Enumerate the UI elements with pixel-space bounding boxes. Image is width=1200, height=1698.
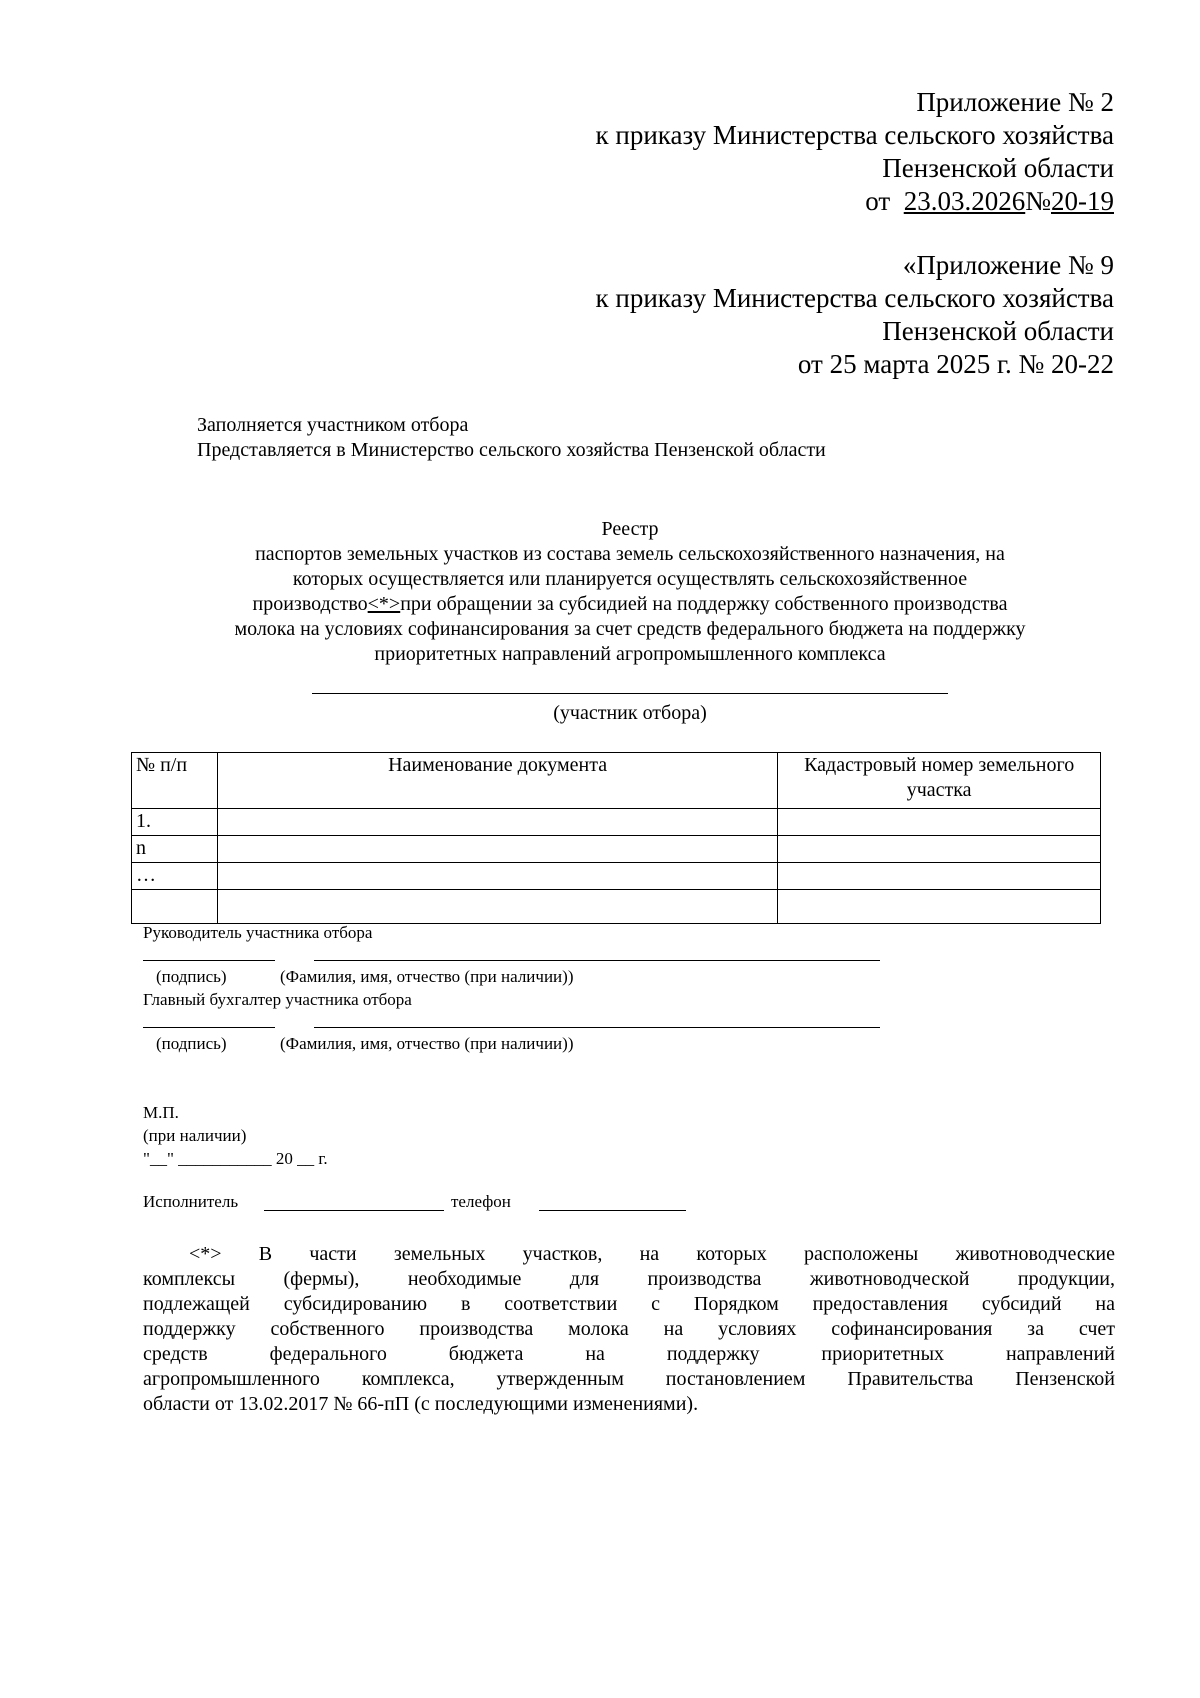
- registry-subtitle-3a: производство: [252, 593, 368, 615]
- header-number: № п/п: [132, 753, 218, 809]
- footnote-line: агропромышленного комплекса, утвержденным постановлением Правительства Пензенской: [143, 1368, 1115, 1390]
- registry-subtitle-3: [148, 592, 1112, 617]
- registry-heading: Реестр: [601, 518, 659, 540]
- footnote-line: подлежащей субсидированию в соответствии с Порядком предоставления субсидий на: [143, 1293, 1115, 1315]
- executor-input-line[interactable]: [264, 1210, 444, 1211]
- footnote-link[interactable]: <*>: [367, 593, 401, 615]
- row-document[interactable]: [217, 890, 777, 924]
- accountant-label: Главный бухгалтер участника отбора: [143, 990, 412, 1009]
- date-line[interactable]: "__" ___________ 20 __ г.: [143, 1149, 328, 1168]
- note-filled-by: Заполняется участником отбора: [197, 414, 469, 436]
- footnote-line: комплексы (фермы), необходимые для производства животноводческой продукции,: [143, 1268, 1115, 1290]
- annex-2-number: 20-19: [1051, 186, 1114, 216]
- participant-caption: (участник отбора): [553, 702, 707, 724]
- annex-2-date: 23.03.2026: [903, 186, 1026, 216]
- head-name-caption: (Фамилия, имя, отчество (при наличии)): [280, 967, 574, 986]
- annex-2-from: от: [865, 186, 891, 216]
- annex-9-date-line: от 25 марта 2025 г. № 20-22: [797, 349, 1114, 379]
- row-document[interactable]: [217, 809, 777, 836]
- row-document[interactable]: [217, 863, 777, 890]
- accountant-signature-line[interactable]: [143, 1027, 275, 1028]
- footnote: [143, 1242, 1115, 1417]
- registry-subtitle-2: которых осуществляется или планируется осуществлять сельскохозяйственное: [292, 568, 968, 590]
- row-number: …: [132, 863, 218, 890]
- row-document[interactable]: [217, 836, 777, 863]
- row-cadastral[interactable]: [778, 809, 1101, 836]
- annex-2-date-line: [865, 185, 1114, 218]
- annex-2-order-ref: к приказу Министерства сельского хозяйства: [595, 120, 1114, 150]
- table-row: [132, 836, 1101, 863]
- footnote-line: поддержку собственного производства молока на условиях софинансирования за счет: [143, 1318, 1115, 1340]
- annex-2-region: Пензенской области: [882, 153, 1114, 183]
- registry-table: [131, 752, 1101, 924]
- stamp-label: М.П.: [143, 1103, 179, 1122]
- table-row: [132, 863, 1101, 890]
- accountant-name-caption: (Фамилия, имя, отчество (при наличии)): [280, 1034, 574, 1053]
- annex-2-title: Приложение № 2: [916, 87, 1114, 117]
- row-cadastral[interactable]: [778, 890, 1101, 924]
- row-cadastral[interactable]: [778, 863, 1101, 890]
- head-label: Руководитель участника отбора: [143, 923, 373, 942]
- accountant-name-line[interactable]: [314, 1027, 880, 1028]
- row-number: [132, 890, 218, 924]
- stamp-note: (при наличии): [143, 1126, 247, 1145]
- row-cadastral[interactable]: [778, 836, 1101, 863]
- row-number: n: [132, 836, 218, 863]
- executor-label: Исполнитель: [143, 1192, 239, 1211]
- head-signature-line[interactable]: [143, 960, 275, 961]
- registry-subtitle-1: паспортов земельных участков из состава земель сельскохозяйственного назначения, на: [255, 543, 1005, 565]
- annex-9-title: «Приложение № 9: [902, 250, 1114, 280]
- participant-name-line[interactable]: [312, 693, 948, 694]
- footnote-line: средств федерального бюджета на поддержку приоритетных направлений: [143, 1343, 1115, 1365]
- table-row: [132, 809, 1101, 836]
- footnote-line: <*> В части земельных участков, на которых расположены животноводческие: [189, 1243, 1115, 1265]
- annex-9-region: Пензенской области: [882, 316, 1114, 346]
- annex-9-order-ref: к приказу Министерства сельского хозяйства: [595, 283, 1114, 313]
- head-name-line[interactable]: [314, 960, 880, 961]
- registry-subtitle-5: приоритетных направлений агропромышленного комплекса: [374, 643, 886, 665]
- table-row: [132, 890, 1101, 924]
- phone-label: телефон: [451, 1192, 511, 1211]
- phone-input-line[interactable]: [539, 1210, 686, 1211]
- header-cadastral-number: Кадастровый номер земельного участка: [778, 753, 1101, 809]
- registry-subtitle-4: молока на условиях софинансирования за счет средств федерального бюджета на поддержку: [234, 618, 1026, 640]
- table-header-row: [132, 753, 1101, 809]
- footnote-line: области от 13.02.2017 № 66-пП (с последующими изменениями).: [143, 1393, 699, 1415]
- accountant-signature-caption: (подпись): [156, 1034, 227, 1053]
- row-number: 1.: [132, 809, 218, 836]
- registry-subtitle-3b: при обращении за субсидией на поддержку собственного производства: [400, 593, 1008, 615]
- annex-2-num-sign: №: [1025, 186, 1051, 216]
- header-document-name: Наименование документа: [217, 753, 777, 809]
- note-submitted-to: Представляется в Министерство сельского хозяйства Пензенской области: [197, 439, 826, 461]
- head-signature-caption: (подпись): [156, 967, 227, 986]
